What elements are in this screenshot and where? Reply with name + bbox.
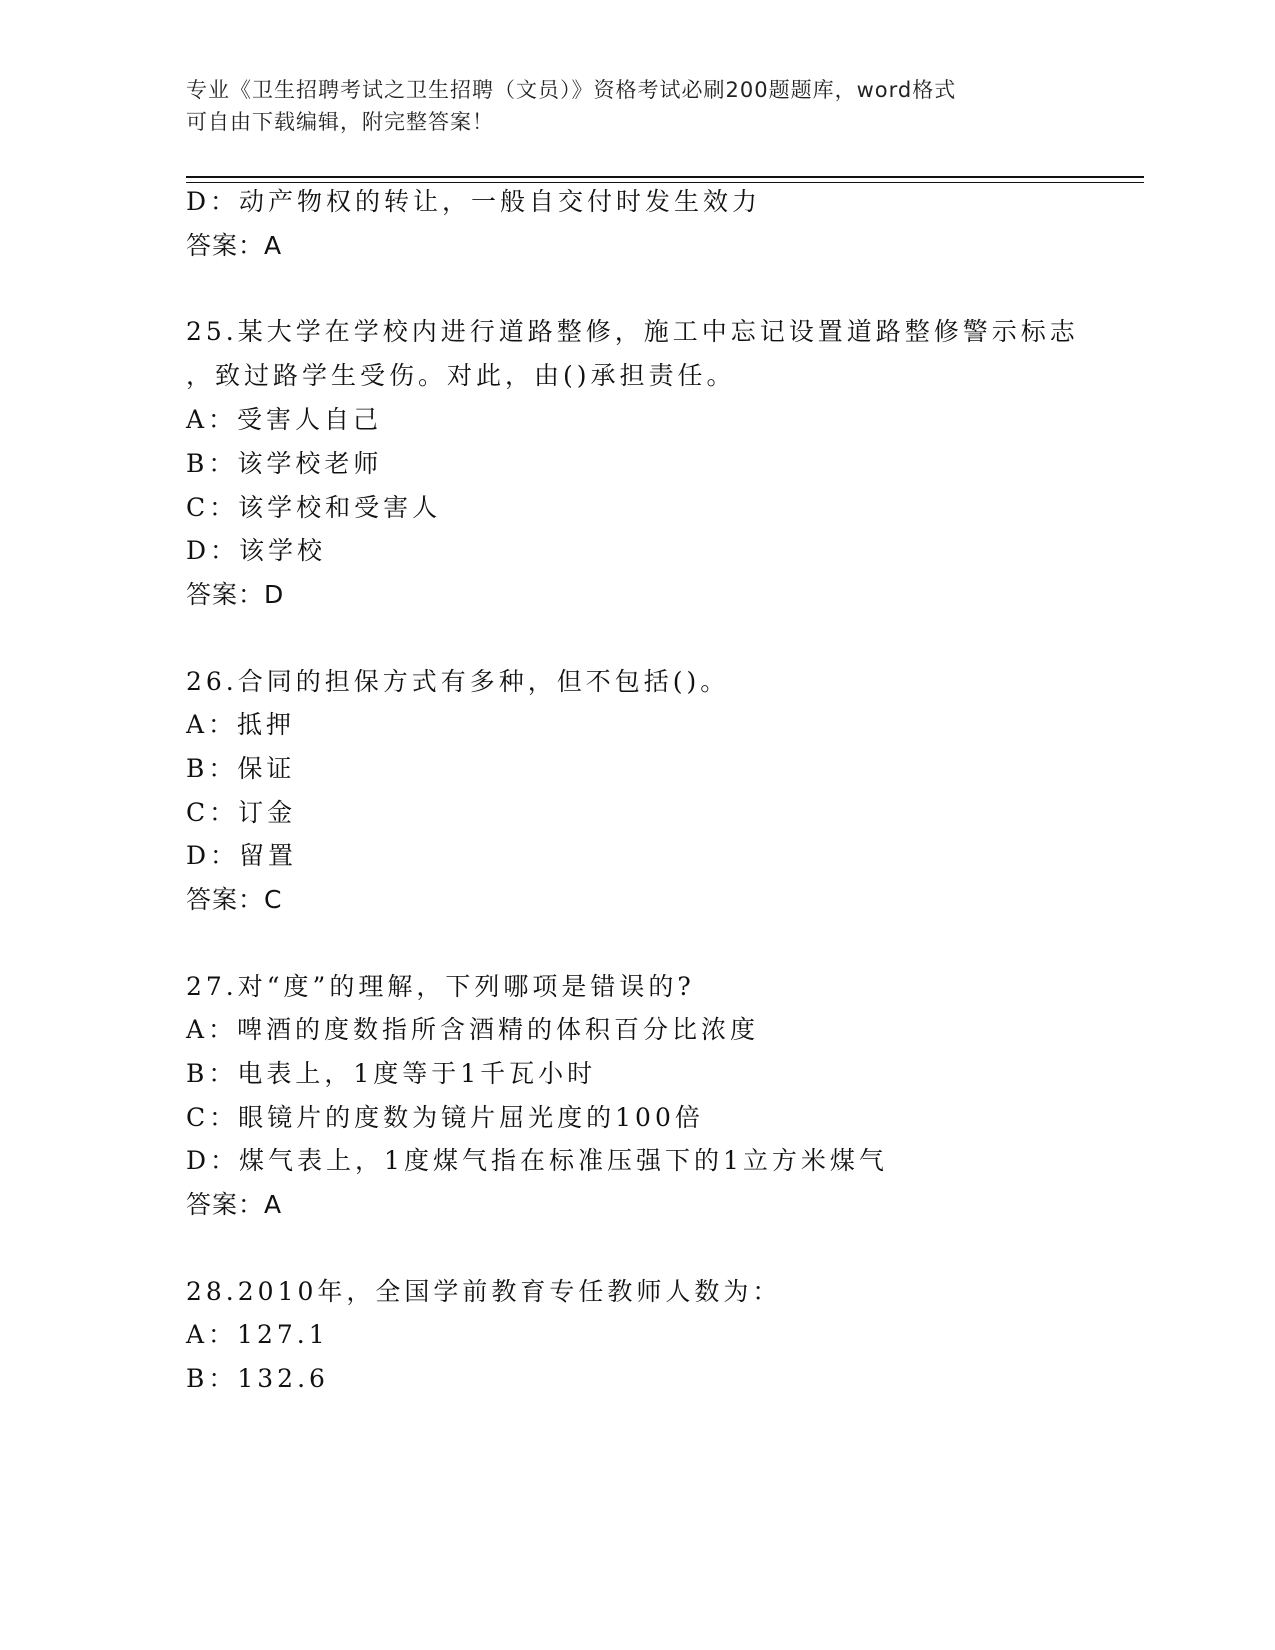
option-a: A：127.1 [186,1320,329,1349]
question-stem-continued: ，致过路学生受伤。对此，由()承担责任。 [186,361,736,390]
question-stem: 25.某大学在学校内进行道路整修，施工中忘记设置道路整修警示标志 [186,317,1079,346]
option-c: C：该学校和受害人 [186,493,442,522]
option-a: A：啤酒的度数指所含酒精的体积百分比浓度 [186,1015,760,1044]
option-b: B：电表上，1度等于1千瓦小时 [186,1059,597,1088]
question-stem: 28.2010年，全国学前教育专任教师人数为： [186,1277,782,1306]
header-rule-thin [186,182,1144,183]
option-d: D：留置 [186,841,298,870]
header-line-1: 专业《卫生招聘考试之卫生招聘（文员）》资格考试必刷200题题库，word格式 [186,78,957,102]
answer-label: 答案：D [186,580,285,609]
option-d: D：该学校 [186,536,327,565]
option-a: A：受害人自己 [186,405,383,434]
document-header [186,74,1086,138]
option-d: D：动产物权的转让，一般自交付时发生效力 [186,187,762,216]
answer-label: 答案：A [186,1190,283,1219]
option-b: B：132.6 [186,1364,329,1393]
option-c: C：眼镜片的度数为镜片屈光度的100倍 [186,1103,704,1132]
header-rule-thick [186,176,1144,178]
answer-label: 答案：A [186,231,283,260]
option-b: B：保证 [186,754,296,783]
answer-label: 答案：C [186,885,283,914]
question-stem: 26.合同的担保方式有多种，但不包括()。 [186,667,730,696]
question-stem: 27.对“度”的理解，下列哪项是错误的? [186,972,695,1001]
option-d: D：煤气表上，1度煤气指在标准压强下的1立方米煤气 [186,1146,888,1175]
option-c: C：订金 [186,798,297,827]
option-b: B：该学校老师 [186,449,383,478]
option-a: A：抵押 [186,710,296,739]
header-line-2: 可自由下载编辑，附完整答案！ [186,110,494,134]
